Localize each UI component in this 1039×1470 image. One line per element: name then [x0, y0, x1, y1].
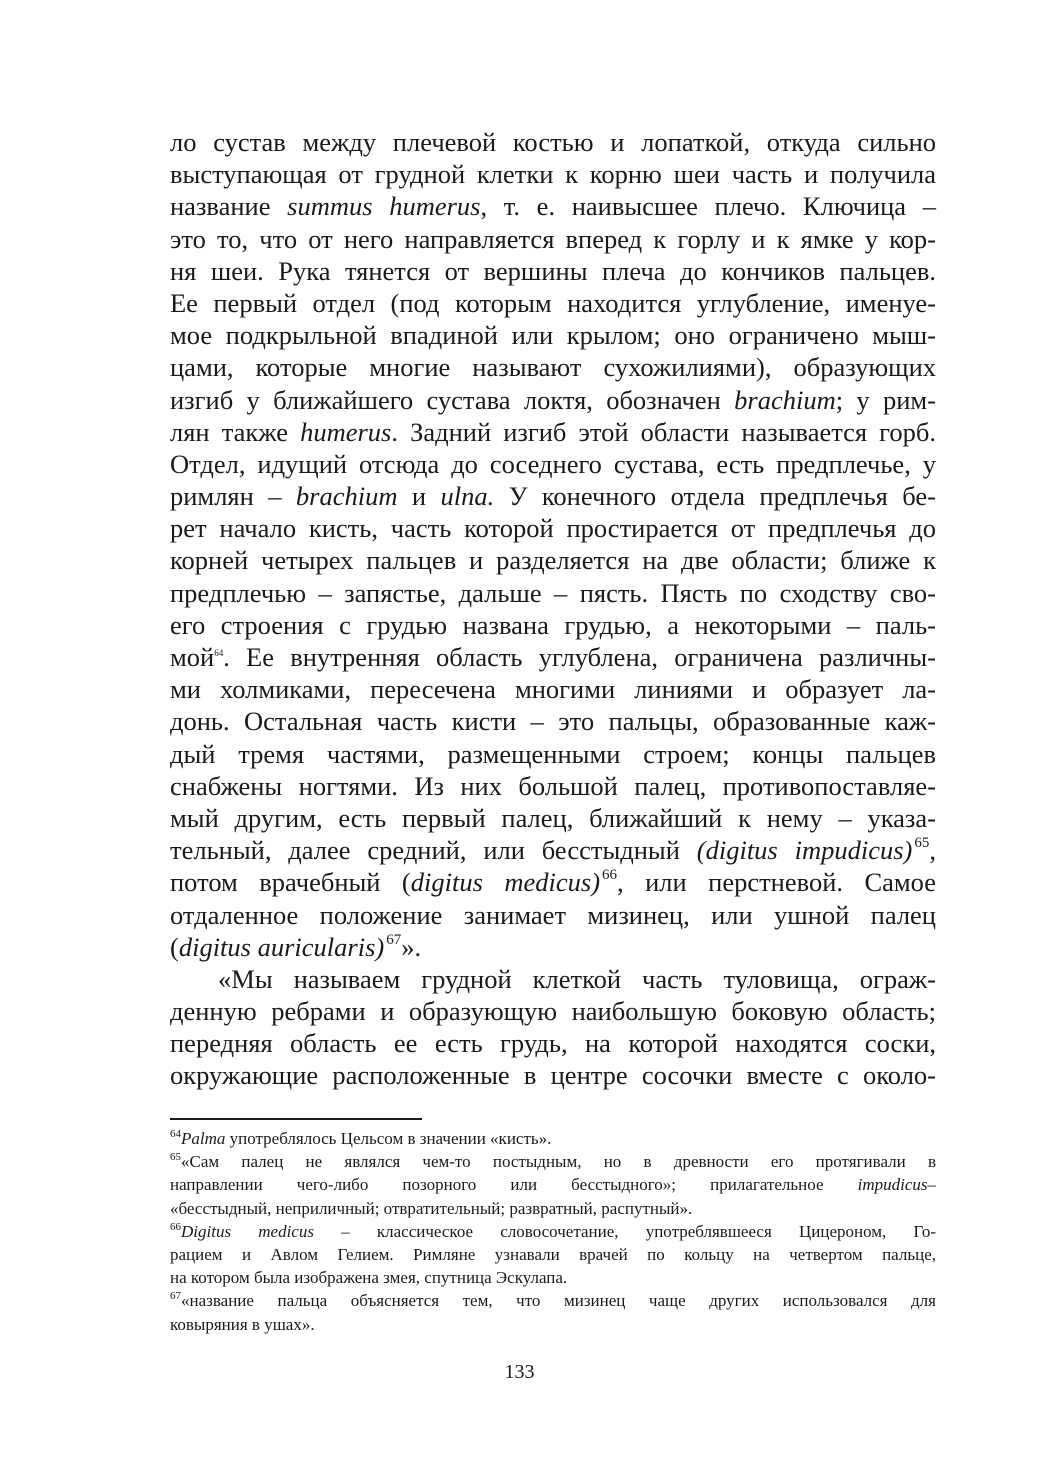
text-line: мой$^{64}$. Ее внутренняя область углублена, ограничена различны- [170, 642, 936, 672]
footnote-65-cont: направлении чего-либо позорного или бесстыдного»; прилагательное impudicus– [170, 1175, 936, 1195]
latin-term: impudicus [857, 1175, 928, 1195]
text-line: дый тремя частями, размещенными строем; концы пальцев [170, 738, 936, 769]
page-number: 133 [504, 1361, 535, 1383]
text-line: рет начало кисть, часть которой простирается от предплечья до [170, 513, 936, 544]
latin-term: ulna. [440, 481, 495, 512]
text-line: донь. Остальная часть кисти – это пальцы, образованные каж- [170, 706, 936, 737]
footnote-ref-64[interactable]: 64 [214, 648, 224, 658]
text-line: цами, которые многие называют сухожилиями), образующих [170, 352, 936, 383]
footnote-divider [170, 1118, 422, 1120]
text-line: выступающая от грудной клетки к корню шеи часть и получила [170, 159, 936, 190]
text-line: (digitus auricularis) $^{67}$». [170, 931, 422, 962]
text-line: передняя область ее есть грудь, на которой находятся соски, [170, 1028, 936, 1059]
latin-term: digitus medicus) [410, 867, 601, 898]
footnote-number: 67 [170, 1290, 181, 1303]
footnote-ref-67[interactable]: 67 [386, 931, 402, 948]
text-line: римлян – brachium и ulna. У конечного отдела предплечья бе- [170, 481, 936, 512]
text-line: лян также humerus. Задний изгиб этой области называется горб. [170, 416, 936, 447]
text-line: его строения с грудью названа грудью, а некоторыми – паль- [170, 609, 936, 640]
text-line: тельный, далее средний, или бесстыдный (digitus impudicus) $^{65}$, [170, 835, 936, 866]
text-line: предплечью – запястье, дальше – пясть. Пясть по сходству сво- [170, 577, 936, 608]
footnote-number: 66 [170, 1220, 181, 1233]
text-line: мый другим, есть первый палец, ближайший к нему – указа- [170, 802, 936, 833]
text-line: Отдел, идущий отсюда до соседнего сустава, есть предплечье, у [170, 448, 936, 479]
footnote-65: $^{65}$«Сам палец не являлся чем-то постыдным, но в древности его протягивали в [170, 1151, 936, 1172]
text-line: ня шеи. Рука тянется от вершины плеча до кончиков пальцев. [170, 255, 936, 286]
footnote-66-cont: рацием и Авлом Гелием. Римляне узнавали врачей по кольцу на четвертом пальце, [170, 1244, 936, 1264]
latin-term: humerus [300, 416, 392, 447]
text-line: «Мы называем грудной клеткой часть туловища, ограж- [218, 963, 936, 994]
latin-term: Palma [181, 1129, 226, 1148]
text-line: ло сустав между плечевой костью и лопаткой, откуда сильно [170, 127, 936, 157]
text-line: окружающие расположенные в центре сосочки вместе с около- [170, 1060, 936, 1091]
text-line: корней четырех пальцев и разделяется на две области; ближе к [170, 545, 936, 576]
footnote-66: $^{66}$Digitus medicus – классическое словосочетание, употреблявшееся Цицероном, Го- [170, 1220, 936, 1241]
text-line: ми холмиками, пересечена многими линиями и образует ла- [170, 674, 936, 705]
footnote-ref-65[interactable]: 65 [914, 835, 930, 852]
text-line: потом врачебный (digitus medicus) $^{66}$, или перстневой. Самое [170, 867, 937, 898]
footnote-number: 65 [170, 1151, 181, 1164]
latin-term: Digitus medicus [181, 1221, 314, 1241]
latin-term: digitus auricularis) [178, 931, 385, 962]
text-line: денную ребрами и образующую наибольшую боковую область; [170, 996, 936, 1027]
text-line: отдаленное положение занимает мизинец, или ушной палец [170, 899, 936, 930]
latin-term: (digitus impudicus) [696, 835, 913, 866]
latin-term: brachium [734, 384, 836, 415]
footnote-66-cont: на котором была изображена змея, спутница Эскулапа. [170, 1268, 568, 1288]
latin-term: brachium [295, 481, 398, 512]
footnote-64: $^{64}$Palma употреблялось Цельсом в значении «кисть». [170, 1128, 552, 1148]
footnote-67: $^{67}$«название пальца объясняется тем, что мизинец чаще других использовался для [170, 1290, 936, 1311]
main-text-body [170, 126, 936, 1092]
footnote-ref-66[interactable]: 66 [602, 867, 618, 884]
text-line: название summus humerus, т. е. наивысшее плечо. Ключица – [170, 191, 936, 222]
latin-term: summus humerus [287, 191, 481, 222]
text-line: изгиб у ближайшего сустава локтя, обозначен brachium; у рим- [170, 384, 936, 415]
footnote-67-cont: ковыряния в ушах». [170, 1314, 315, 1334]
text-line: Ее первый отдел (под которым находится углубление, именуе- [170, 287, 936, 318]
footnote-65-cont: «бесстыдный, неприличный; отвратительный; развратный, распутный». [170, 1198, 693, 1218]
text-line: это то, что от него направляется вперед к горлу и к ямке у кор- [170, 223, 936, 254]
text-line: снабжены ногтями. Из них большой палец, противопоставляе- [170, 770, 936, 801]
footnote-number: 64 [170, 1128, 181, 1140]
footnotes-section [170, 1127, 936, 1336]
text-line: мое подкрыльной впадиной или крылом; оно ограничено мыш- [170, 320, 936, 351]
